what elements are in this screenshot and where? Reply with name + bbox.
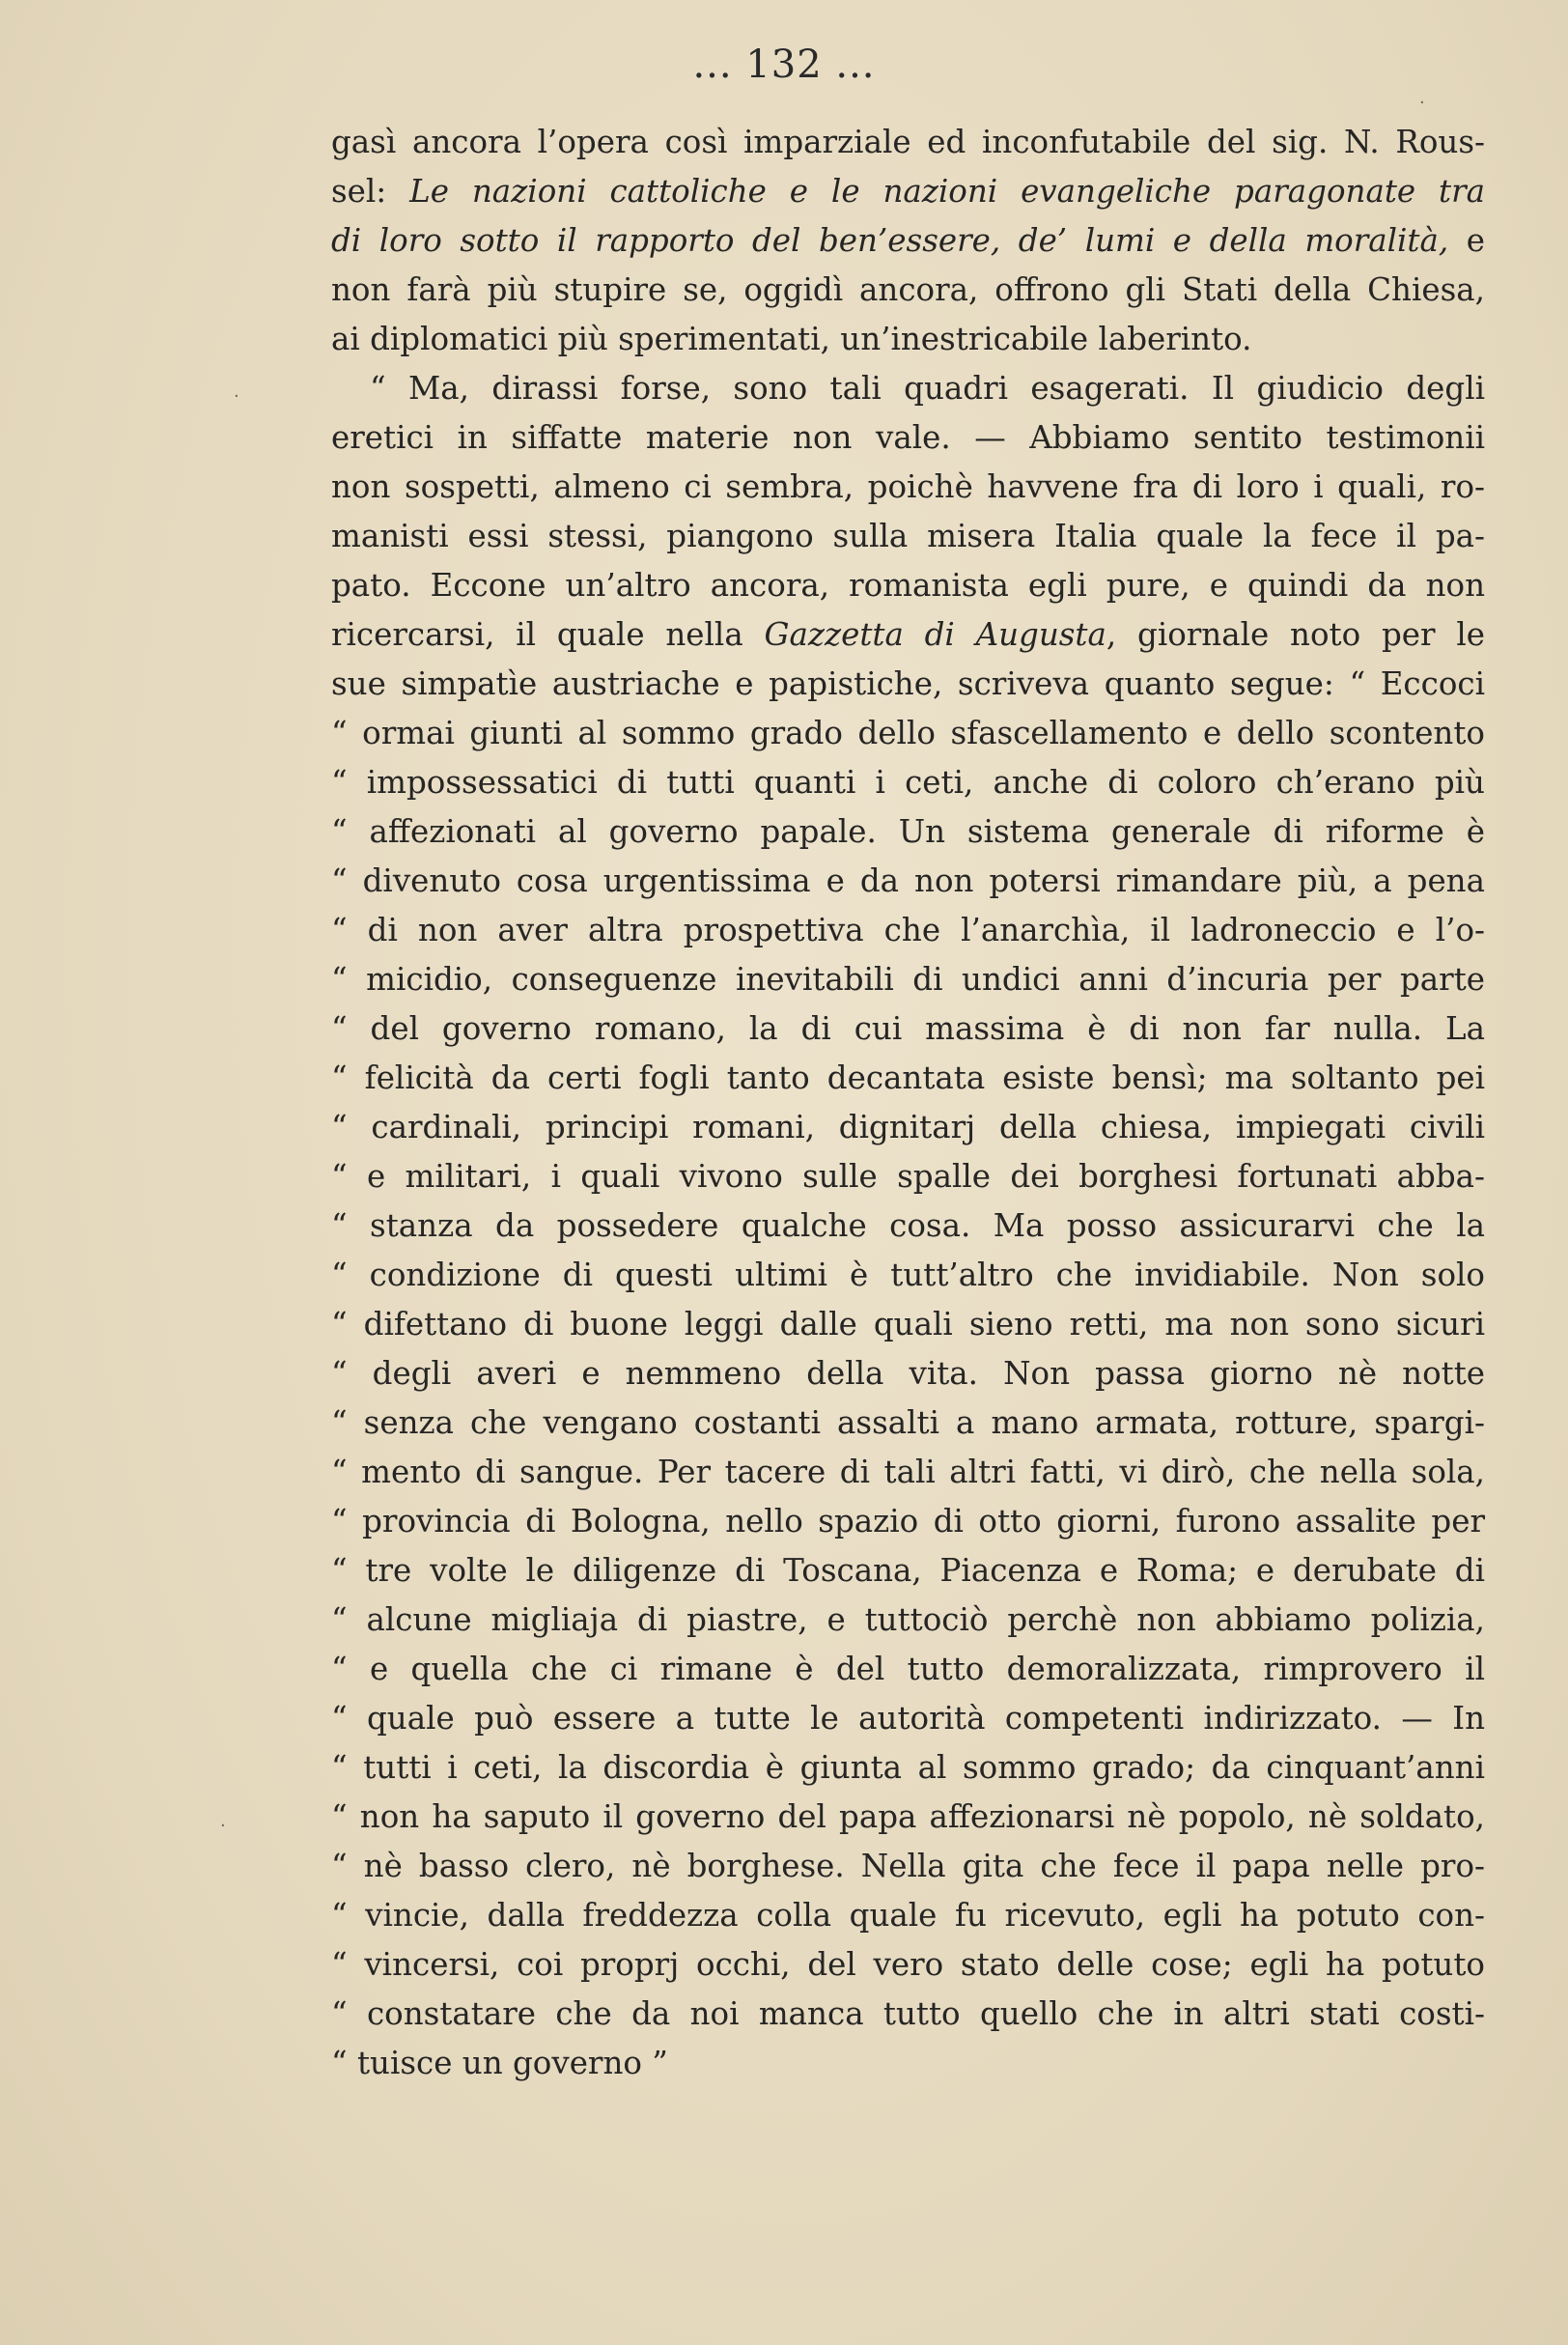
text-line xyxy=(331,906,1485,955)
text-segment: “ ormai giunti al sommo grado dello sfascellamento e dello scontento xyxy=(331,715,1485,751)
italic-text: di loro sotto il rapporto del ben’essere, de’ lumi e della moralità, xyxy=(331,222,1449,259)
text-segment: “ non ha saputo il governo del papa affezionarsi nè popolo, nè soldato, xyxy=(331,1798,1485,1835)
text-segment: “ tuisce un governo ” xyxy=(331,2045,668,2081)
text-line xyxy=(331,1251,1485,1300)
text-segment: “ di non aver altra prospettiva che l’anarchìa, il ladroneccio e l’o- xyxy=(331,912,1485,948)
text-line xyxy=(331,1152,1485,1201)
text-line xyxy=(331,1645,1485,1694)
text-segment: “ cardinali, principi romani, dignitarj della chiesa, impiegati civili xyxy=(331,1109,1485,1145)
text-line xyxy=(331,1793,1485,1842)
text-segment: “ nè basso clero, nè borghese. Nella gita che fece il papa nelle pro- xyxy=(331,1848,1485,1884)
text-line xyxy=(331,758,1485,807)
body-text xyxy=(331,118,1485,2088)
text-line xyxy=(331,512,1485,561)
text-line xyxy=(331,1596,1485,1645)
text-segment: “ vincersi, coi proprj occhi, del vero stato delle cose; egli ha potuto xyxy=(331,1946,1485,1983)
text-line xyxy=(331,1201,1485,1251)
text-line xyxy=(331,1300,1485,1349)
text-line xyxy=(331,1990,1485,2039)
page-number: ... 132 ... xyxy=(692,42,876,87)
text-segment: gasì ancora l’opera così imparziale ed inconfutabile del sig. N. Rous- xyxy=(331,124,1485,160)
text-line xyxy=(331,463,1485,512)
text-segment: e xyxy=(1448,222,1485,259)
text-line xyxy=(331,1842,1485,1891)
text-line xyxy=(331,857,1485,906)
text-segment: “ mento di sangue. Per tacere di tali altri fatti, vi dirò, che nella sola, xyxy=(331,1454,1485,1490)
text-segment: “ divenuto cosa urgentissima e da non potersi rimandare più, a pena xyxy=(331,862,1485,899)
text-line xyxy=(331,167,1485,216)
text-line xyxy=(331,413,1485,463)
text-line xyxy=(331,1546,1485,1596)
text-line xyxy=(331,561,1485,610)
text-segment: “ affezionati al governo papale. Un sistema generale di riforme è xyxy=(331,813,1485,850)
text-segment: sel: xyxy=(331,173,410,210)
margin-dot: · xyxy=(1419,93,1425,113)
text-line xyxy=(331,709,1485,758)
italic-text: Le nazioni cattoliche e le nazioni evangeliche paragonate tra xyxy=(409,173,1485,210)
text-line xyxy=(331,1891,1485,1940)
text-segment: “ impossessatici di tutti quanti i ceti, anche di coloro ch’erano più xyxy=(331,764,1485,801)
text-line xyxy=(331,364,1485,413)
text-segment: ai diplomatici più sperimentati, un’inestricabile laberinto. xyxy=(331,321,1252,357)
text-segment: “ tutti i ceti, la discordia è giunta al sommo grado; da cinquant’anni xyxy=(331,1749,1485,1786)
text-segment: “ constatare che da noi manca tutto quello che in altri stati costi- xyxy=(331,1995,1485,2032)
text-line xyxy=(331,610,1485,660)
text-segment: “ quale può essere a tutte le autorità competenti indirizzato. — In xyxy=(331,1700,1485,1737)
text-segment: sue simpatìe austriache e papistiche, scriveva quanto segue: “ Eccoci xyxy=(331,665,1485,702)
text-line xyxy=(331,807,1485,857)
text-segment: , giornale noto per le xyxy=(1106,616,1485,653)
text-segment: “ difettano di buone leggi dalle quali sieno retti, ma non sono sicuri xyxy=(331,1306,1485,1342)
text-segment: non farà più stupire se, oggidì ancora, offrono gli Stati della Chiesa, xyxy=(331,271,1485,308)
text-segment: ricercarsi, il quale nella xyxy=(331,616,765,653)
text-line xyxy=(331,1103,1485,1152)
text-segment: “ e militari, i quali vivono sulle spalle dei borghesi fortunati abba- xyxy=(331,1158,1485,1195)
text-segment: pato. Eccone un’altro ancora, romanista egli pure, e quindi da non xyxy=(331,567,1485,604)
text-segment: “ stanza da possedere qualche cosa. Ma posso assicurarvi che la xyxy=(331,1207,1485,1244)
text-segment: “ Ma, dirassi forse, sono tali quadri esagerati. Il giudicio degli xyxy=(370,370,1485,407)
text-segment: “ micidio, conseguenze inevitabili di undici anni d’incuria per parte xyxy=(331,961,1485,998)
text-segment: “ senza che vengano costanti assalti a mano armata, rotture, spargi- xyxy=(331,1404,1485,1441)
text-line xyxy=(331,118,1485,167)
text-segment: “ felicità da certi fogli tanto decantata esiste bensì; ma soltanto pei xyxy=(331,1059,1485,1096)
text-line xyxy=(331,660,1485,709)
text-segment: “ provincia di Bologna, nello spazio di otto giorni, furono assalite per xyxy=(331,1503,1485,1540)
text-line xyxy=(331,1054,1485,1103)
text-segment: “ tre volte le diligenze di Toscana, Piacenza e Roma; e derubate di xyxy=(331,1552,1485,1589)
text-line xyxy=(331,1004,1485,1054)
text-line xyxy=(331,1349,1485,1399)
text-line xyxy=(331,1743,1485,1793)
text-line xyxy=(331,1497,1485,1546)
italic-text: Gazzetta di Augusta xyxy=(764,616,1106,653)
text-segment: non sospetti, almeno ci sembra, poichè havvene fra di loro i quali, ro- xyxy=(331,468,1485,505)
margin-dot: · xyxy=(220,1816,226,1836)
text-segment: “ alcune migliaja di piastre, e tuttociò perchè non abbiamo polizia, xyxy=(331,1601,1485,1638)
text-segment: eretici in siffatte materie non vale. — Abbiamo sentito testimonii xyxy=(331,419,1485,456)
text-segment: “ del governo romano, la di cui massima è di non far nulla. La xyxy=(331,1010,1485,1047)
text-segment: manisti essi stessi, piangono sulla misera Italia quale la fece il pa- xyxy=(331,518,1485,554)
text-segment: “ vincie, dalla freddezza colla quale fu ricevuto, egli ha potuto con- xyxy=(331,1897,1485,1934)
text-line xyxy=(331,216,1485,266)
text-segment: “ e quella che ci rimane è del tutto demoralizzata, rimprovero il xyxy=(331,1651,1485,1687)
text-line xyxy=(331,266,1485,315)
margin-dot: · xyxy=(234,386,239,407)
text-line xyxy=(331,1399,1485,1448)
text-line xyxy=(331,1448,1485,1497)
text-line xyxy=(331,315,1485,364)
text-line xyxy=(331,955,1485,1004)
text-line xyxy=(331,1940,1485,1990)
text-line xyxy=(331,1694,1485,1743)
text-line xyxy=(331,2039,1485,2088)
text-segment: “ degli averi e nemmeno della vita. Non passa giorno nè notte xyxy=(331,1355,1485,1392)
text-segment: “ condizione di questi ultimi è tutt’altro che invidiabile. Non solo xyxy=(331,1257,1485,1293)
